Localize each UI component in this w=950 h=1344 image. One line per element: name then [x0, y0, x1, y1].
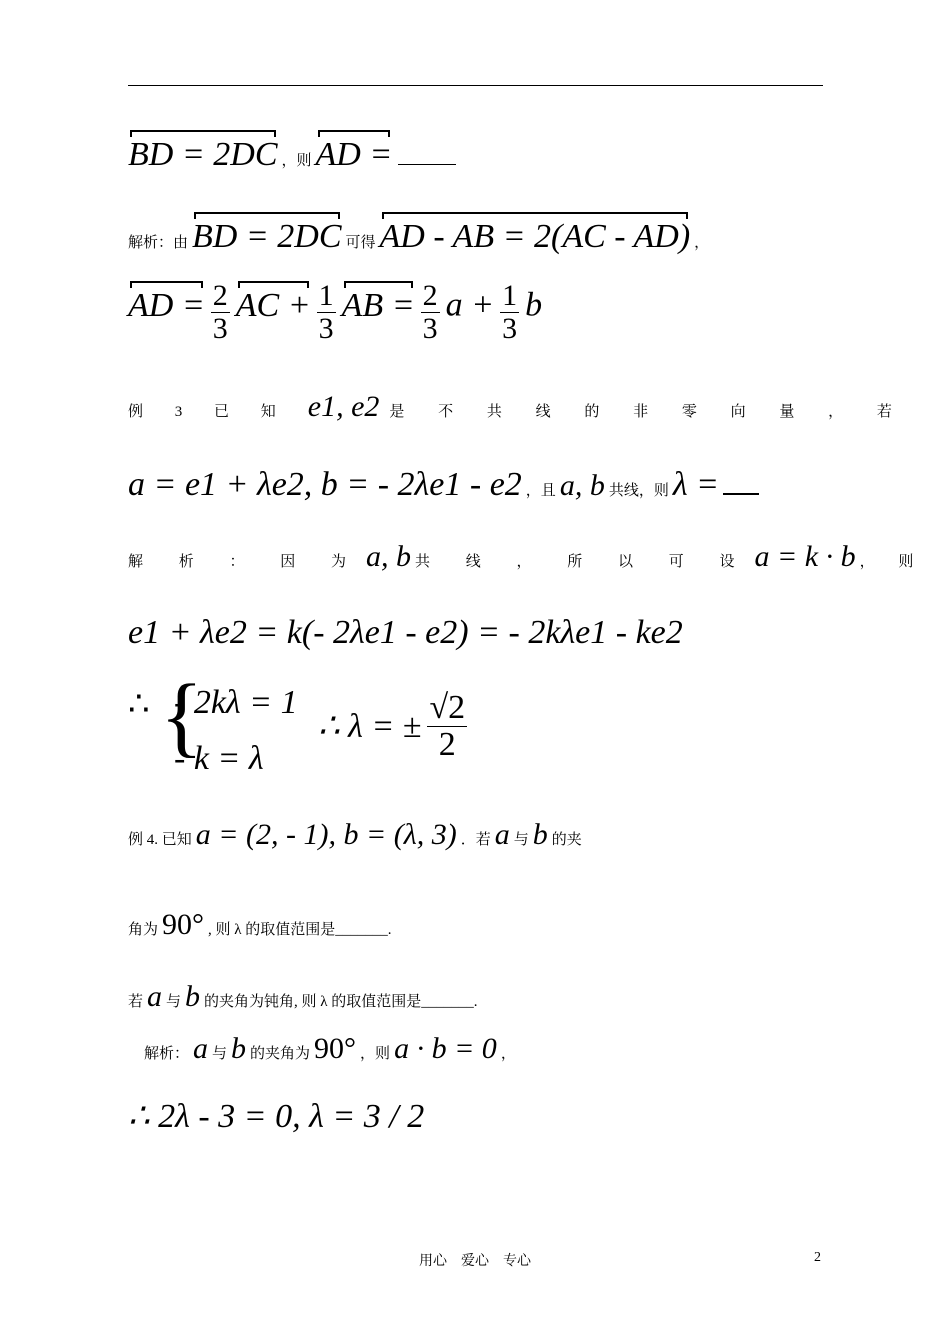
text-if: 若: [128, 994, 144, 1010]
vector-equation: BD = 2DC: [128, 136, 278, 173]
equation-row-2: - k = λ: [174, 740, 264, 777]
text-angle: 的夹: [551, 832, 582, 848]
system-row-1: [174, 684, 298, 722]
denominator: 3: [502, 311, 518, 345]
solution-line-4: [144, 1032, 516, 1066]
system-of-equations: [128, 684, 150, 724]
expanded-equation: e1 + λe2 = k(- 2λe1 - e2) = - 2kλe1 - ke2: [128, 614, 683, 651]
question-line-1: [128, 908, 392, 942]
system-row-2: [174, 740, 264, 778]
header-rule: [128, 85, 823, 86]
solution-label: 解析：: [144, 1046, 190, 1062]
vector-equation: AD - AB = 2(AC - AD): [379, 218, 691, 255]
vector-ad: AD =: [315, 136, 393, 173]
lambda-solution: ∴ 2λ - 3 = 0, λ = 3 / 2: [128, 1098, 425, 1135]
vector-term: a +: [445, 286, 495, 324]
vector-term: AC +: [235, 286, 311, 324]
solution-line-1: [128, 218, 709, 256]
text-angle-is: 的夹角为: [250, 1046, 311, 1062]
dot-product-zero: a · b = 0: [394, 1032, 497, 1065]
text-and: 与: [166, 994, 182, 1010]
angle-90: 90°: [162, 908, 205, 941]
question-text: , 则 λ 的取值范围是_______.: [208, 922, 392, 938]
vector-b: b: [532, 818, 548, 851]
example-3-text: 是 不 共 线 的 非 零 向 量 ， 若: [389, 404, 907, 420]
example-4-line: [128, 818, 582, 852]
answer-blank: [398, 164, 456, 165]
vector-b: b: [185, 980, 201, 1013]
text-then: ，则: [360, 1046, 391, 1062]
vectors-a-b: a, b: [366, 540, 412, 573]
therefore-symbol: ∴: [128, 686, 150, 723]
denominator: 3: [318, 311, 334, 345]
solution-label: 解 析 ： 因 为: [128, 554, 363, 570]
text-then: ， 则: [859, 554, 924, 570]
equation-a-kb: a = k · b: [754, 540, 856, 573]
text-and: 与: [513, 832, 529, 848]
question-text: 的夹角为钝角, 则 λ 的取值范围是_______.: [204, 994, 478, 1010]
lambda-plus-minus: ∴ λ = ±: [318, 708, 422, 746]
solution-line-3: [128, 540, 924, 574]
punctuation: ，: [500, 1046, 516, 1062]
fraction: [317, 280, 336, 344]
vector-equation: BD = 2DC: [192, 218, 342, 255]
brace-symbol: {: [160, 667, 204, 766]
page-number: 2: [814, 1250, 821, 1265]
lambda-result: [318, 690, 469, 762]
punctuation: ，: [694, 235, 710, 251]
text-obtain: 可得: [345, 235, 376, 251]
denominator: 3: [212, 311, 228, 345]
page-footer: 用心 爱心 专心: [419, 1254, 531, 1269]
vectors-e1-e2: e1, e2: [307, 390, 380, 423]
denominator: 3: [422, 311, 438, 345]
denominator: 2: [438, 725, 456, 763]
equation-line-5: [128, 466, 759, 504]
vector-definitions: a = e1 + λe2, b = - 2λe1 - e2: [128, 466, 522, 503]
fraction-sqrt2-over-2: [427, 690, 467, 762]
numerator: 1: [318, 279, 334, 312]
fraction: [421, 280, 440, 344]
text-collinear-assume: 共 线 ， 所 以 可 设: [415, 554, 751, 570]
example-3-label: 例 3 已 知: [128, 404, 290, 420]
vector-a: a: [193, 1032, 209, 1065]
solution-line-5: [128, 1096, 424, 1136]
text-angle-is: 角为: [128, 922, 159, 938]
lambda-equals: λ =: [672, 466, 719, 503]
vector-ad: AD =: [128, 286, 205, 324]
vector-a: a: [147, 980, 163, 1013]
vectors-a-b: a, b: [559, 469, 605, 502]
solution-label: 解析：由: [128, 235, 189, 251]
text-if: ．若: [460, 832, 491, 848]
numerator: 2: [212, 279, 228, 312]
fraction: [211, 280, 230, 344]
example-4-label: 例 4. 已知: [128, 832, 192, 848]
vector-term: b: [525, 286, 543, 324]
text-and: ，且: [525, 483, 556, 499]
equation-line-1: [128, 136, 456, 174]
text-and: 与: [212, 1046, 228, 1062]
numerator: 1: [502, 279, 518, 312]
question-line-2: [128, 980, 478, 1014]
fraction: [500, 280, 519, 344]
angle-90: 90°: [314, 1032, 357, 1065]
equation-line-7: [128, 614, 683, 652]
solution-line-2: [128, 280, 542, 344]
numerator: 2: [422, 279, 438, 312]
text-then: ，则: [281, 153, 312, 169]
text-collinear: 共线，则: [608, 483, 669, 499]
answer-blank: [723, 493, 759, 495]
vector-b: b: [231, 1032, 247, 1065]
numerator: √2: [429, 689, 466, 726]
vector-definitions: a = (2, - 1), b = (λ, 3): [195, 818, 457, 851]
example-3-line: [128, 390, 907, 424]
vector-a: a: [494, 818, 510, 851]
equation-row-1: - 2kλ = 1: [174, 684, 298, 721]
vector-term: AB =: [341, 286, 415, 324]
